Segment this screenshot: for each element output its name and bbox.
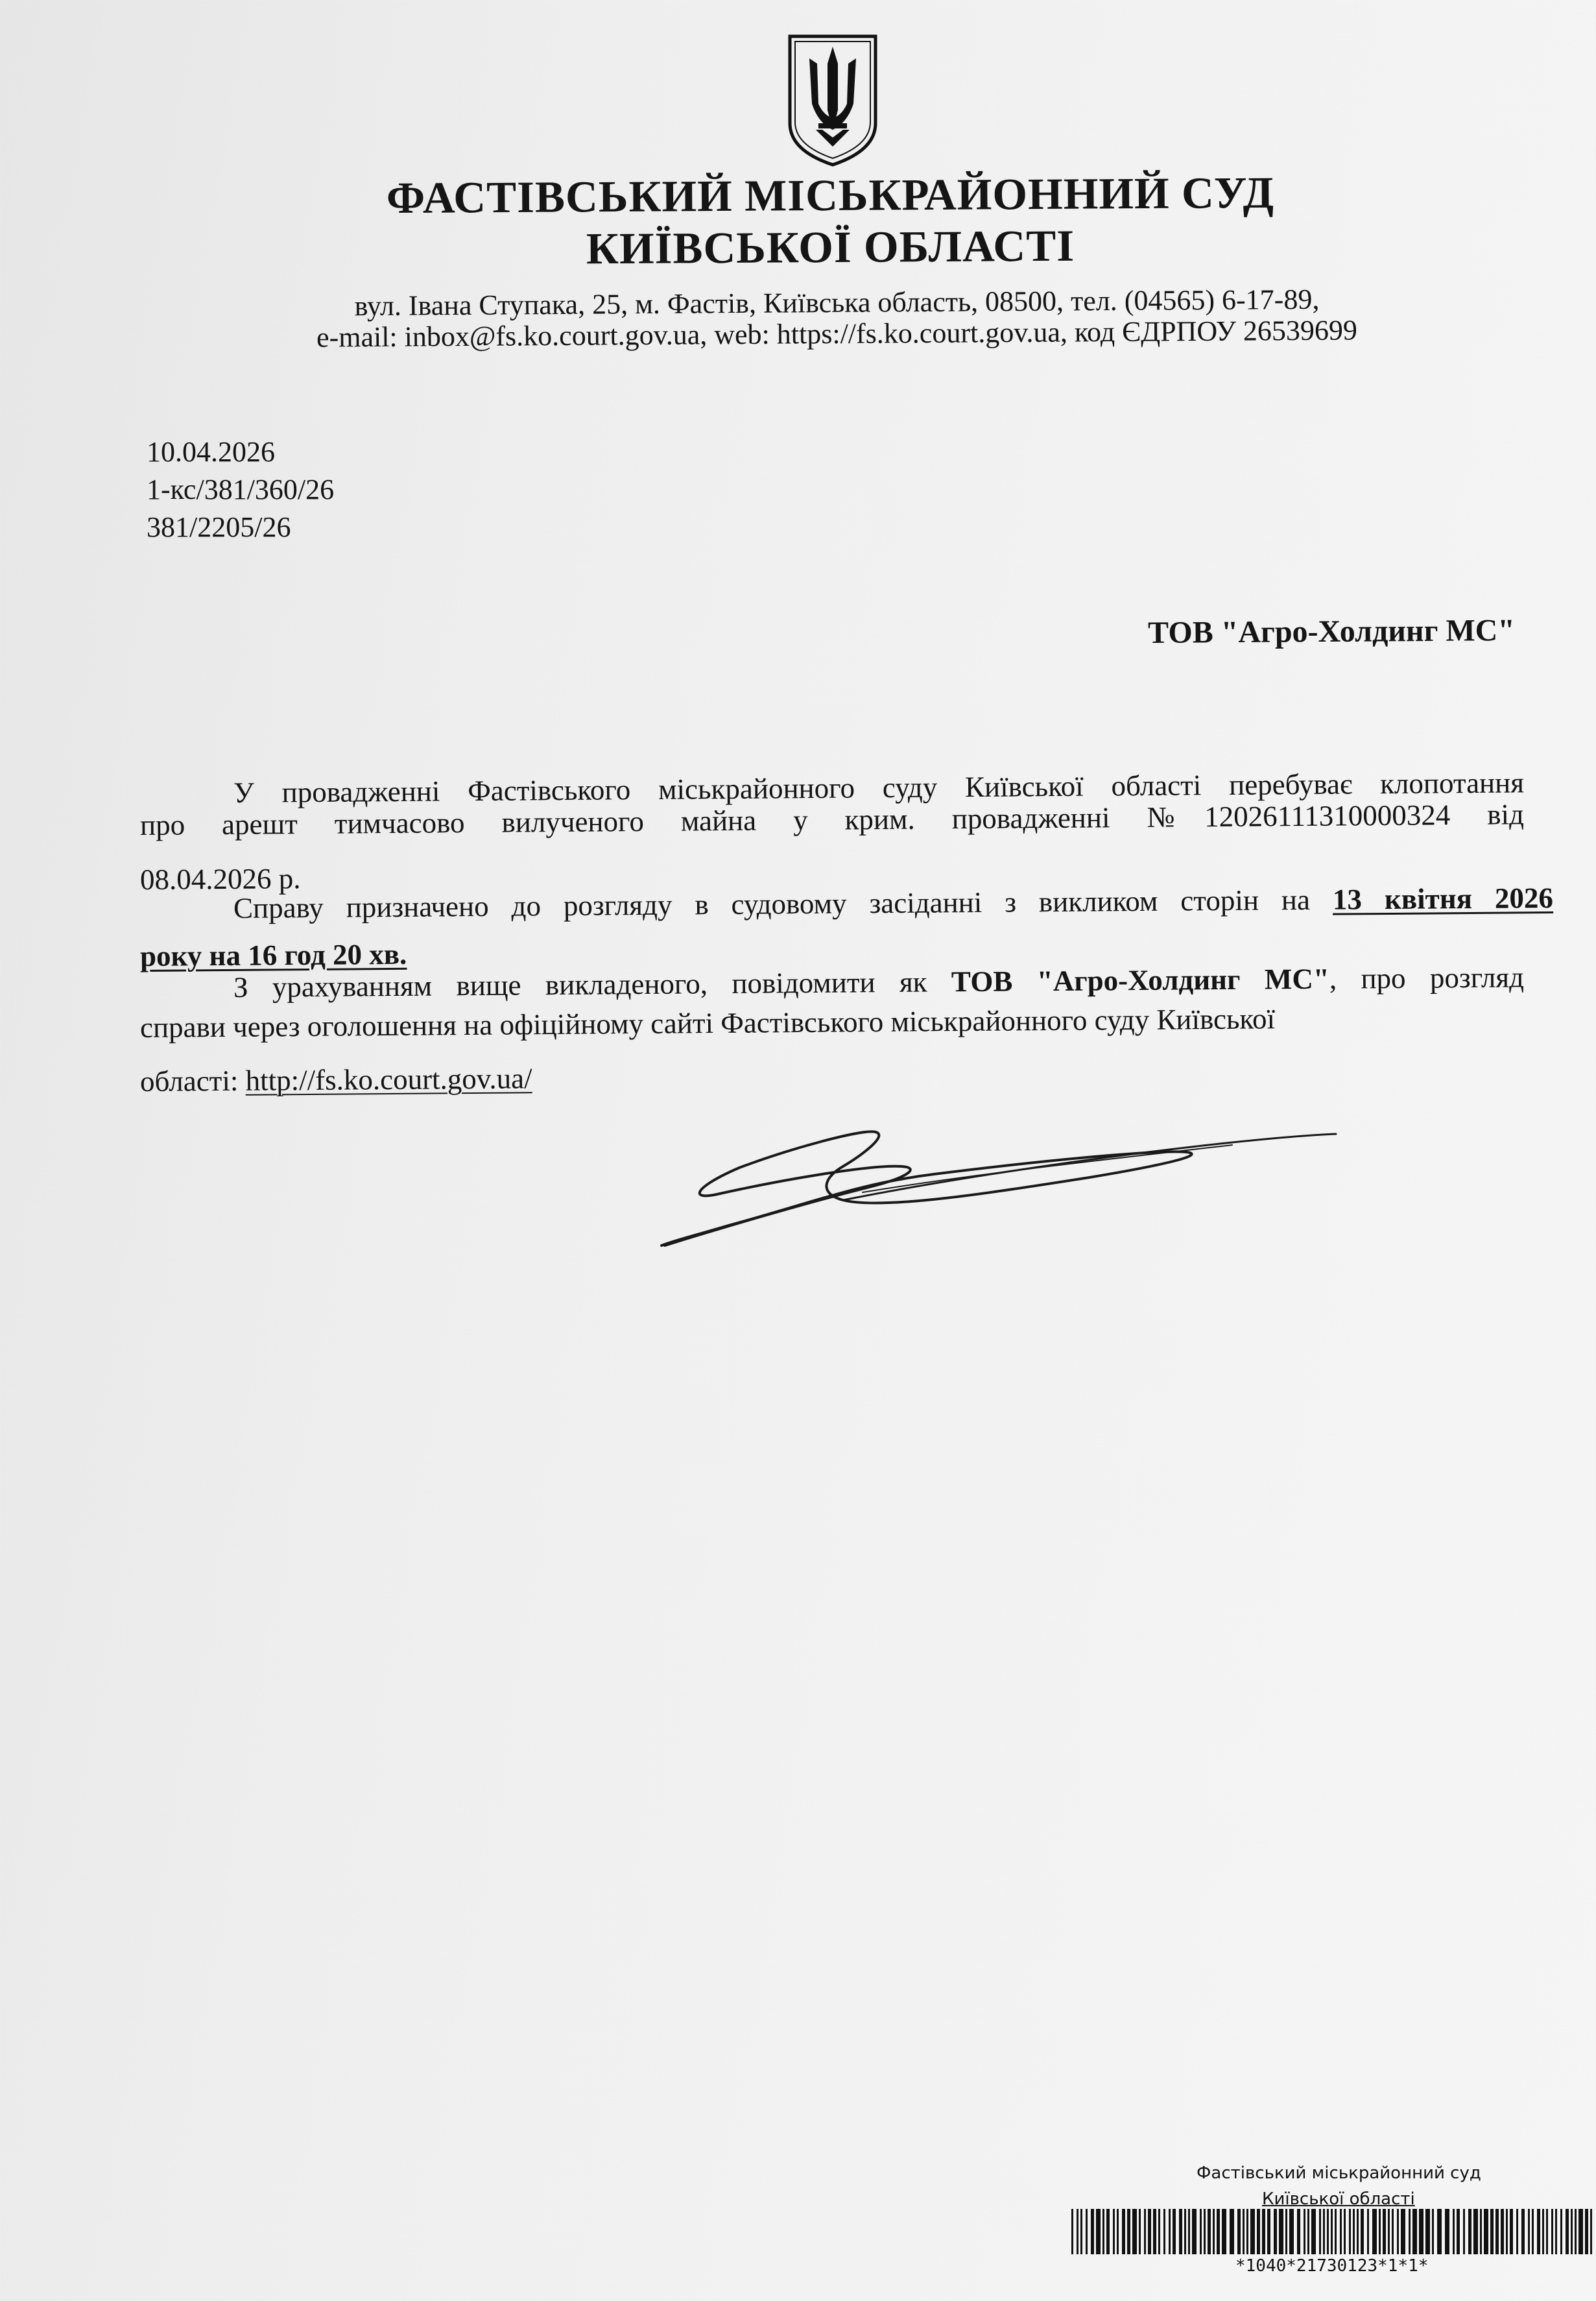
barcode-bar xyxy=(1080,2209,1082,2254)
barcode-bar xyxy=(1397,2209,1399,2254)
barcode-bar xyxy=(1445,2209,1449,2254)
case-number-1: 1-кс/381/360/26 xyxy=(147,474,335,505)
barcode-bar xyxy=(1096,2209,1101,2254)
barcode-bar xyxy=(1208,2209,1211,2254)
barcode-bar xyxy=(1222,2209,1226,2254)
barcode-bar xyxy=(1468,2209,1471,2254)
barcode-bar xyxy=(1113,2209,1115,2254)
recipient: ТОВ "Агро-Холдинг МС" xyxy=(1147,613,1516,650)
barcode-bar xyxy=(1571,2209,1573,2254)
barcode-bar xyxy=(1091,2209,1094,2254)
hearing-date: 13 квітня 2026 xyxy=(1332,882,1554,916)
barcode-bar xyxy=(1077,2209,1078,2254)
barcode-bar xyxy=(1457,2209,1460,2254)
court-name-line1: ФАСТІВСЬКИЙ МІСЬКРАЙОННИЙ СУД xyxy=(386,167,1275,223)
body-line-5 xyxy=(139,937,407,972)
barcode-bar xyxy=(1361,2209,1364,2254)
barcode-bar xyxy=(1184,2209,1186,2254)
barcode-bar xyxy=(1307,2209,1309,2254)
barcode-bar xyxy=(1585,2209,1588,2254)
barcode-bar xyxy=(1349,2209,1351,2254)
barcode-bar xyxy=(1412,2209,1417,2254)
stamp-region: Київської області xyxy=(1262,2189,1415,2209)
barcode-bar xyxy=(1213,2209,1215,2254)
barcode-bar xyxy=(1566,2209,1569,2254)
court-address: вул. Івана Ступака, 25, м. Фастів, Київська область, 08500, тел. (04565) 6-17-89, xyxy=(354,283,1320,322)
barcode-bar xyxy=(1542,2209,1544,2254)
barcode-bar xyxy=(1158,2209,1160,2254)
barcode-bar xyxy=(1484,2209,1488,2254)
court-contacts: e-mail: inbox@fs.ko.court.gov.ua, web: https://fs.ko.court.gov.ua, код ЄДРПОУ 26539699 xyxy=(316,314,1358,354)
barcode-bar xyxy=(1367,2209,1369,2254)
body-line-1: У провадженні Фастівського міськрайонного суду Київської області перебуває клопотання xyxy=(233,766,1525,809)
barcode-bar xyxy=(1546,2209,1548,2254)
barcode-bar xyxy=(1516,2209,1518,2254)
barcode-bar xyxy=(1528,2209,1530,2254)
barcode-bar xyxy=(1392,2209,1394,2254)
barcode-bar xyxy=(1490,2209,1494,2254)
body-line-7: справи через оголошення на офіційному сайті Фастівського міськрайонного суду Київської xyxy=(139,1002,1276,1044)
barcode-bar xyxy=(1163,2209,1165,2254)
barcode-bar xyxy=(1086,2209,1088,2254)
notify-tail: , про розгляд xyxy=(1329,961,1525,995)
court-name-line2: КИЇВСЬКОЇ ОБЛАСТІ xyxy=(586,221,1075,274)
body-line-8-text: області: xyxy=(139,1064,246,1098)
notify-intro: З урахуванням вище викладеного, повідомити як xyxy=(233,965,952,1004)
notify-recipient: ТОВ "Агро-Холдинг МС" xyxy=(951,962,1330,998)
barcode-bar xyxy=(1331,2209,1333,2254)
barcode-bar xyxy=(1102,2209,1104,2254)
barcode-bar xyxy=(1575,2209,1577,2254)
barcode-bar xyxy=(1521,2209,1525,2254)
barcode-bar xyxy=(1383,2209,1386,2254)
barcode-bar xyxy=(1319,2209,1321,2254)
barcode-bar xyxy=(1453,2209,1455,2254)
barcode-bar xyxy=(1335,2209,1337,2254)
hearing-time: року на 16 год 20 хв. xyxy=(139,937,407,972)
barcode-bar xyxy=(1463,2209,1465,2254)
barcode-bar xyxy=(1501,2209,1504,2254)
letter-date: 10.04.2026 xyxy=(147,436,275,468)
barcode-bar xyxy=(1379,2209,1381,2254)
court-website-link[interactable]: http://fs.ko.court.gov.ua/ xyxy=(245,1062,532,1097)
barcode-bar xyxy=(1279,2209,1283,2254)
stamp-court-name: Фастівський міськрайонний суд xyxy=(1197,2163,1481,2183)
barcode-bar xyxy=(1353,2209,1355,2254)
barcode-bar xyxy=(1250,2209,1255,2254)
barcode-bar xyxy=(1590,2209,1592,2254)
body-line-4 xyxy=(233,884,1553,923)
barcode-bar xyxy=(1192,2209,1197,2254)
barcode-bar xyxy=(1425,2209,1430,2254)
barcode-bar xyxy=(1217,2209,1220,2254)
barcode-bar xyxy=(1409,2209,1411,2254)
barcode-bar xyxy=(1132,2209,1137,2254)
barcode-bar xyxy=(1432,2209,1434,2254)
barcode-bar xyxy=(1274,2209,1277,2254)
barcode-bar xyxy=(1153,2209,1156,2254)
barcode-bar xyxy=(1495,2209,1499,2254)
barcode-bar xyxy=(1289,2209,1294,2254)
barcode-bar xyxy=(1578,2209,1583,2254)
barcode-bar xyxy=(1555,2209,1557,2254)
barcode-bar xyxy=(1419,2209,1423,2254)
barcode-bar xyxy=(1388,2209,1390,2254)
barcode-bar xyxy=(1148,2209,1151,2254)
barcode-bar xyxy=(1122,2209,1125,2254)
barcode-bar xyxy=(1323,2209,1325,2254)
barcode-bar xyxy=(1510,2209,1513,2254)
barcode-bar xyxy=(1188,2209,1190,2254)
barcode-bar xyxy=(1117,2209,1119,2254)
barcode-bar xyxy=(1071,2209,1073,2254)
barcode-bar xyxy=(1262,2209,1265,2254)
barcode-bar xyxy=(1173,2209,1176,2254)
barcode-bar xyxy=(1127,2209,1130,2254)
barcode-bar xyxy=(1560,2209,1562,2254)
barcode-bar xyxy=(1267,2209,1270,2254)
barcode-bar xyxy=(1551,2209,1553,2254)
barcode-bar xyxy=(1179,2209,1182,2254)
barcode-bar xyxy=(1340,2209,1342,2254)
barcode-bar xyxy=(1327,2209,1329,2254)
barcode-bar xyxy=(1297,2209,1300,2254)
barcode-bar xyxy=(1506,2209,1508,2254)
barcode-bar xyxy=(1246,2209,1248,2254)
barcode-bar xyxy=(1285,2209,1287,2254)
barcode-bar xyxy=(1200,2209,1202,2254)
barcode-bar xyxy=(1169,2209,1171,2254)
barcode-bar xyxy=(1304,2209,1305,2254)
barcode-bar xyxy=(1204,2209,1206,2254)
barcode-bar xyxy=(1372,2209,1377,2254)
barcode-bar xyxy=(1144,2209,1146,2254)
barcode-bar xyxy=(1257,2209,1260,2254)
barcode-bar xyxy=(1230,2209,1234,2254)
coat-of-arms-icon xyxy=(786,32,879,167)
barcode-bar xyxy=(1237,2209,1241,2254)
barcode-bar xyxy=(1437,2209,1442,2254)
barcode-bar xyxy=(1139,2209,1141,2254)
body-line-8 xyxy=(140,1064,532,1096)
body-line-2: про арешт тимчасово вилученого майна у крим. провадженні №12026111310000324 від xyxy=(139,798,1525,841)
signature-icon xyxy=(649,1090,1362,1259)
barcode-bar xyxy=(1243,2209,1245,2254)
hearing-intro: Справу призначено до розгляду в судовому засіданні з викликом сторін на xyxy=(233,883,1333,924)
barcode-bar xyxy=(1311,2209,1316,2254)
barcode-bar xyxy=(1106,2209,1110,2254)
body-line-3: 08.04.2026 р. xyxy=(139,862,301,896)
barcode-bar xyxy=(1480,2209,1482,2254)
body-line-6 xyxy=(233,963,1524,1002)
barcode-number: *1040*21730123*1*1* xyxy=(1235,2256,1429,2276)
barcode-bar xyxy=(1401,2209,1405,2254)
barcode-bar xyxy=(1344,2209,1346,2254)
barcode-bar xyxy=(1537,2209,1540,2254)
barcode-bar xyxy=(1357,2209,1359,2254)
barcode-bar xyxy=(1473,2209,1478,2254)
barcode-icon xyxy=(1070,2209,1596,2254)
case-number-2: 381/2205/26 xyxy=(147,511,291,543)
barcode-bar xyxy=(1532,2209,1534,2254)
